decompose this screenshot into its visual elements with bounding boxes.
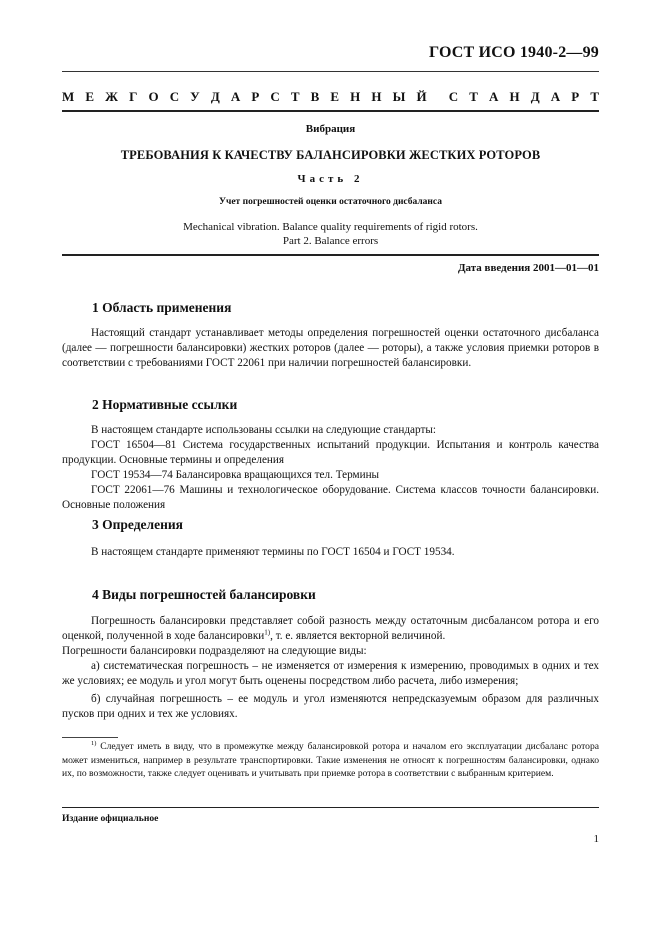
- section-1-heading: 1 Область применения: [92, 300, 232, 315]
- reference-gost-22061: ГОСТ 22061—76 Машины и технологическое оборудование. Система классов точности балансировки. Основные положения: [62, 484, 599, 511]
- section-4-paragraph-1: Погрешность балансировки представляет собой разность между остаточным дисбалансом ротора и его оценкой, полученной в ходе балансировки$^{1)}$, т. е. является векторной величиной.: [62, 615, 599, 642]
- reference-gost-19534: ГОСТ 19534—74 Балансировка вращающихся тел. Термины: [91, 469, 380, 481]
- section-4-item-b: б) случайная погрешность – ее модуль и угол изменяются непредсказуемым образом для различных пусков при одних и тех же условиях.: [62, 693, 599, 720]
- footnote-marker: 1): [91, 739, 97, 747]
- footnote-separator: [62, 737, 118, 738]
- introduction-date: Дата введения 2001—01—01: [457, 262, 599, 274]
- document-subtitle: Учет погрешностей оценки остаточного дисбаланса: [219, 197, 442, 207]
- section-2-intro: В настоящем стандарте использованы ссылки на следующие стандарты:: [91, 424, 436, 436]
- header-rule: [62, 71, 599, 72]
- section-3-heading: 3 Определения: [92, 517, 183, 532]
- page-number: 1: [593, 833, 599, 845]
- banner-rule: [62, 110, 599, 112]
- section-3-paragraph: В настоящем стандарте применяют термины по ГОСТ 16504 и ГОСТ 19534.: [91, 546, 455, 558]
- document-code: ГОСТ ИСО 1940-2—99: [428, 44, 599, 61]
- section-4-heading: 4 Виды погрешностей балансировки: [92, 587, 316, 602]
- english-title-line-2: Part 2. Balance errors: [282, 235, 379, 247]
- part-label: Часть 2: [297, 173, 364, 185]
- document-title: ТРЕБОВАНИЯ К КАЧЕСТВУ БАЛАНСИРОВКИ ЖЕСТКИХ РОТОРОВ: [120, 148, 541, 162]
- section-4-item-a: а) систематическая погрешность – не изменяется от измерения к измерению, проводимых в одних и тех же условиях; ее модуль и угол могут быть оценены посредством либо расчета, либо измерения;: [62, 660, 599, 687]
- footnote: $^{1)}$ Следует иметь в виду, что в промежутке между балансировкой ротора и началом его эксплуатации дисбаланс ротора может измениться, например в результате транспортировки. Такие изменения не относят к погрешностям балансировки, однако их, по возможности, также следует оценивать и учитывать при приемке ротора в соответствии с выбранным критерием.: [62, 739, 599, 779]
- english-title-line-1: Mechanical vibration. Balance quality requirements of rigid rotors.: [183, 221, 478, 233]
- title-block-rule: [62, 254, 599, 256]
- footnote-reference: 1): [264, 628, 271, 637]
- english-title: [62, 220, 599, 248]
- footer-rule: [62, 807, 599, 808]
- section-4-paragraph-2: Погрешности балансировки подразделяют на следующие виды:: [62, 645, 367, 657]
- reference-gost-16504: ГОСТ 16504—81 Система государственных испытаний продукции. Испытания и контроль качества продукции. Основные термины и определения: [62, 439, 599, 466]
- edition-label: Издание официальное: [62, 813, 159, 824]
- section-2-heading: 2 Нормативные ссылки: [92, 397, 238, 412]
- standard-banner: М Е Ж Г О С У Д А Р С Т В Е Н Н Ы Й С Т А Н Д А Р Т: [62, 89, 599, 104]
- topic-heading: Вибрация: [305, 123, 356, 135]
- section-1-paragraph: Настоящий стандарт устанавливает методы определения погрешностей оценки остаточного дисбаланса (далее — погрешности балансировки) жестких роторов (далее — роторы), а также условия приемки роторов в соответствии с требованиями ГОСТ 22061 при наличии погрешностей балансировки.: [62, 327, 599, 369]
